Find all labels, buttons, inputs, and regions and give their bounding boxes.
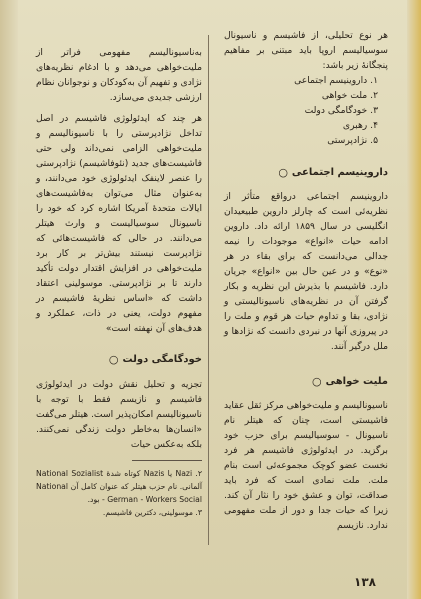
darwinism-paragraph: داروینیسم اجتماعی درواقع متأثر از نظریه‌ئی است که چارلز داروین طبیعیدان انگلیسی در سال ۱۸۵۹ ارائه داد. داروین ادامه حیات «انواع» موجودات را نیمه جدالی می‌دانست که برای بقاء در هر «نوع» و در عین حال بین «انواع» جریان دارد. فاشیسم با بذیرش این نظریه و بکار گرفتن آن در نظریه‌های ناسیونالیستی و نژادی، بقا و تداوم حیات هر قوم و ملت را در پیروزی آنها در نبردی دانست که نژادها و ملل درگیر آنند.: [224, 191, 388, 352]
circle-bullet-icon: ○: [108, 353, 119, 366]
nationalism-paragraph: ناسیونالیسم و ملیت‌خواهی مرکز ثقل عقاید فاشیستی است، چنان که هیتلر نام ناسیونال - سوسیالیسم برای حزب خود برگزید. در ایدئولوژی فاشیسم هر فرد نخست عضو کوچک مجموعه‌ئی است بنام ملت. ملت نمادی است که فرد باید صداقت، توان و عشق خود را نثار آن کند. زیرا که حیات جدا و دور از ملت مفهومی ندارد. نازیسم: [224, 400, 388, 531]
section-heading-darwinism: [224, 165, 388, 180]
list-item: ۲. ملت خواهی: [321, 90, 378, 101]
circle-bullet-icon: ○: [312, 375, 322, 388]
heading-text: داروینیسم اجتماعی: [291, 167, 388, 178]
section-heading-state: [36, 352, 202, 367]
list-item: ۱. داروینیسم اجتماعی: [294, 75, 378, 86]
paragraph: به‌ناسیونالیسم مفهومی فراتر از ملیت‌خواهی می‌دهد و با ادغام نظریه‌های نژادی و تفهیم آن به‌کودکان و نوجوانان نظام ارزشی جدیدی می‌سازد.: [36, 47, 202, 103]
intro-paragraph: هر نوع تحلیلی، از فاشیسم و ناسیونال سوسیالیسم اروپا باید مبتنی بر مفاهیم پنجگانهٔ زیر باشد:: [224, 30, 388, 71]
footnote: ۲. Nazi یا Nazis کوتاه شدهٔ National Sozialist آلمانی. نام حزب هیتلر که عنوان کامل آن National - German - Workers Social بود.: [36, 469, 203, 504]
heading-text: ملیت خواهی: [325, 376, 388, 387]
column-divider: [208, 35, 209, 545]
section-heading-nationalism: [224, 374, 388, 389]
right-column: [224, 28, 388, 533]
list-item: ۳. خودگامگی دولت: [304, 105, 378, 116]
heading-text: خودگامگی دولت: [122, 354, 202, 365]
footnote-separator: [132, 460, 202, 461]
page-number: ۱۳۸: [354, 575, 376, 589]
footnote: ۳. موسولینی، دکترین فاشیسم.: [102, 508, 202, 517]
paragraph: هر چند که ایدئولوژی فاشیسم در اصل تداخل نژادپرستی را با ناسیونالیسم و ملیت‌خواهی الزامی نمی‌داند ولی حتی فاشیست‌های جدید (نئوفاشیسم) نژادپرستی را عنصر لاینفک ایدئولوژی خود می‌دانند، و به‌عنوان مثال می‌توان به‌فاشیست‌های ایالات متحدهٔ آمریکا اشاره کرد که خود را ناسیونال سوسیالیست و وارث هیتلر می‌دانند. در حالی که فاشیست‌هائی که نژادپرست نیستند بیش‌تر بر کار برد ملیت‌خواهی در افزایش اقتدار دولت تأکید دارند تا بر نژادپرستی. موسولینی اعتقاد داشت که «اساس نظریهٔ فاشیسم در مفهوم دولت، یعنی در ذات، عملکرد و هدف‌های آن نهفته است»: [36, 113, 202, 334]
list-item: ۴. رهبری: [342, 120, 378, 131]
list-item: ۵. نژادپرستی: [327, 135, 378, 146]
concept-list: [224, 73, 388, 148]
paragraph: تجزیه و تحلیل نقش دولت در ایدئولوژی فاشیسم و نازیسم فقط با توجه با ناسیونالیسم امکان‌پذیر است. هیتلر می‌گفت «انسان‌ها به‌خاطر دولت زندگی نمی‌کنند. بلکه به‌عکس حیات: [36, 379, 202, 450]
circle-bullet-icon: ○: [278, 166, 288, 179]
left-column: [36, 45, 202, 519]
